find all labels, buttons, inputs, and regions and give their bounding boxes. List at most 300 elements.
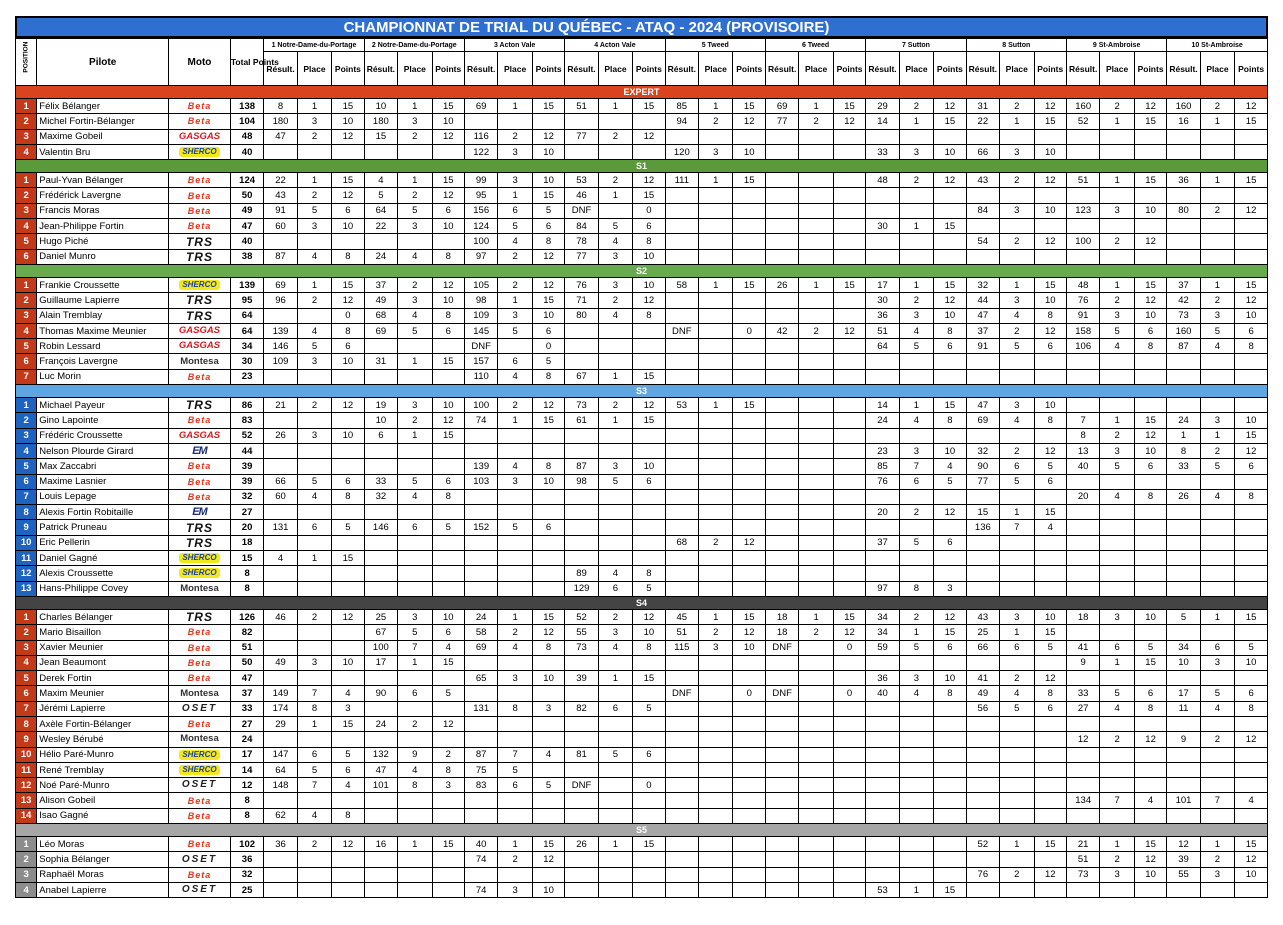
place-header: Place xyxy=(1000,52,1034,86)
championship-title-bar xyxy=(15,16,1268,38)
points-cell: 5 xyxy=(633,581,665,596)
pilot-name: Maxime Lasnier xyxy=(37,474,169,489)
place-cell xyxy=(498,793,532,808)
points-cell: 15 xyxy=(934,398,966,413)
place-cell: 1 xyxy=(598,413,632,428)
place-cell xyxy=(598,686,632,701)
place-cell: 8 xyxy=(297,701,331,716)
result-cell: 64 xyxy=(264,762,297,777)
points-cell: 8 xyxy=(432,308,464,323)
points-cell: 0 xyxy=(833,686,865,701)
place-cell: 4 xyxy=(1200,489,1234,504)
place-cell: 6 xyxy=(1100,640,1134,655)
table-header xyxy=(16,39,1268,86)
pilot-name: Frankie Croussette xyxy=(37,277,169,292)
place-cell xyxy=(297,671,331,686)
points-cell: 12 xyxy=(1134,293,1166,308)
place-cell xyxy=(1200,808,1234,823)
place-cell xyxy=(699,129,733,144)
place-cell xyxy=(297,793,331,808)
pilot-row xyxy=(16,566,1268,581)
position-cell: 2 xyxy=(16,293,37,308)
points-cell xyxy=(332,443,364,458)
points-cell: 12 xyxy=(733,114,765,129)
points-cell xyxy=(1235,671,1268,686)
result-cell: 62 xyxy=(264,808,297,823)
place-cell: 6 xyxy=(398,686,432,701)
result-cell xyxy=(464,655,497,670)
result-cell: 98 xyxy=(565,474,598,489)
points-cell: 12 xyxy=(332,398,364,413)
place-cell xyxy=(799,489,833,504)
total-points: 47 xyxy=(230,219,263,234)
result-cell xyxy=(565,339,598,354)
points-cell xyxy=(633,144,665,159)
moto-cell xyxy=(169,339,231,354)
moto-cell xyxy=(169,852,231,867)
points-header: Points xyxy=(332,52,364,86)
place-cell xyxy=(699,793,733,808)
result-cell xyxy=(665,203,698,218)
pilot-name: Sophia Bélanger xyxy=(37,852,169,867)
result-cell: 148 xyxy=(264,778,297,793)
place-cell: 4 xyxy=(297,323,331,338)
points-cell xyxy=(934,762,966,777)
place-cell: 4 xyxy=(1000,413,1034,428)
result-cell xyxy=(765,520,798,535)
total-points: 124 xyxy=(230,173,263,188)
points-cell: 12 xyxy=(1235,203,1268,218)
pilot-row xyxy=(16,867,1268,882)
result-cell: 51 xyxy=(1066,173,1099,188)
pilot-name: Michel Fortin-Bélanger xyxy=(37,114,169,129)
place-cell xyxy=(699,566,733,581)
points-cell: 10 xyxy=(633,459,665,474)
points-cell xyxy=(934,655,966,670)
points-cell: 10 xyxy=(1235,655,1268,670)
points-cell: 6 xyxy=(432,203,464,218)
result-cell xyxy=(665,474,698,489)
place-cell: 5 xyxy=(598,219,632,234)
result-cell: 20 xyxy=(1066,489,1099,504)
place-cell xyxy=(699,732,733,747)
place-cell xyxy=(699,459,733,474)
moto-header: Moto xyxy=(169,39,231,86)
points-cell: 8 xyxy=(633,566,665,581)
place-cell: 3 xyxy=(1100,609,1134,624)
pilot-name: Isao Gagné xyxy=(37,808,169,823)
total-points: 8 xyxy=(230,808,263,823)
points-cell: 5 xyxy=(532,354,564,369)
points-cell xyxy=(733,747,765,762)
points-cell: 15 xyxy=(733,277,765,292)
points-cell xyxy=(934,732,966,747)
place-cell: 2 xyxy=(398,413,432,428)
result-cell xyxy=(565,793,598,808)
result-cell: 37 xyxy=(364,277,397,292)
place-cell: 2 xyxy=(699,535,733,550)
place-cell: 5 xyxy=(1200,686,1234,701)
points-cell xyxy=(332,369,364,384)
place-cell: 1 xyxy=(1000,625,1034,640)
points-cell: 15 xyxy=(1034,505,1066,520)
moto-cell xyxy=(169,459,231,474)
result-cell: 69 xyxy=(464,99,497,114)
points-cell: 8 xyxy=(332,249,364,264)
place-cell xyxy=(699,701,733,716)
points-cell xyxy=(1034,566,1066,581)
result-cell: 18 xyxy=(765,609,798,624)
points-cell: 10 xyxy=(1034,398,1066,413)
result-cell xyxy=(464,428,497,443)
points-cell: 15 xyxy=(633,99,665,114)
result-cell xyxy=(1066,535,1099,550)
result-cell: 53 xyxy=(565,173,598,188)
result-cell xyxy=(364,459,397,474)
points-cell xyxy=(733,293,765,308)
points-cell: 8 xyxy=(432,762,464,777)
points-cell xyxy=(633,808,665,823)
points-cell: 10 xyxy=(1034,203,1066,218)
points-cell: 8 xyxy=(934,413,966,428)
place-cell xyxy=(1200,188,1234,203)
points-cell: 10 xyxy=(934,443,966,458)
result-cell: 66 xyxy=(966,640,999,655)
points-cell xyxy=(1134,249,1166,264)
pilot-name: Frédérick Lavergne xyxy=(37,188,169,203)
pilot-name: Guillaume Lapierre xyxy=(37,293,169,308)
place-cell xyxy=(699,778,733,793)
total-points: 33 xyxy=(230,701,263,716)
place-cell xyxy=(699,354,733,369)
points-cell xyxy=(432,793,464,808)
result-cell: 51 xyxy=(565,99,598,114)
place-cell: 5 xyxy=(899,339,933,354)
place-cell: 3 xyxy=(1200,867,1234,882)
class-header-row xyxy=(16,824,1268,837)
place-cell: 1 xyxy=(398,837,432,852)
points-cell: 12 xyxy=(1235,852,1268,867)
class-header-row xyxy=(16,596,1268,609)
result-cell xyxy=(866,188,899,203)
points-cell: 0 xyxy=(833,640,865,655)
points-cell xyxy=(1235,551,1268,566)
result-cell: 43 xyxy=(966,173,999,188)
result-cell xyxy=(866,489,899,504)
result-cell: 21 xyxy=(1066,837,1099,852)
points-cell: 12 xyxy=(1034,443,1066,458)
result-cell xyxy=(1167,671,1200,686)
pilot-row xyxy=(16,747,1268,762)
result-cell xyxy=(665,129,698,144)
brand-logo-gasgas: GASGAS xyxy=(178,340,221,352)
result-cell: 84 xyxy=(966,203,999,218)
table-body xyxy=(16,86,1268,898)
result-cell xyxy=(866,762,899,777)
result-cell xyxy=(765,551,798,566)
points-cell xyxy=(1235,474,1268,489)
place-cell xyxy=(799,778,833,793)
place-cell: 5 xyxy=(398,203,432,218)
place-cell xyxy=(699,249,733,264)
pilot-name: Léo Moras xyxy=(37,837,169,852)
pilot-row xyxy=(16,701,1268,716)
result-cell: 77 xyxy=(765,114,798,129)
pilot-row xyxy=(16,778,1268,793)
result-cell xyxy=(1167,188,1200,203)
pilot-row xyxy=(16,308,1268,323)
result-cell xyxy=(1167,219,1200,234)
result-cell: 97 xyxy=(464,249,497,264)
points-cell: 4 xyxy=(1034,520,1066,535)
place-cell xyxy=(799,339,833,354)
pilot-name: Maxime Gobeil xyxy=(37,129,169,144)
result-cell: 180 xyxy=(264,114,297,129)
points-cell xyxy=(833,203,865,218)
place-cell xyxy=(699,234,733,249)
result-cell xyxy=(1066,581,1099,596)
result-cell xyxy=(866,837,899,852)
place-cell: 2 xyxy=(297,188,331,203)
result-cell: 52 xyxy=(565,609,598,624)
points-cell xyxy=(332,852,364,867)
points-cell: 6 xyxy=(633,219,665,234)
position-cell: 11 xyxy=(16,762,37,777)
place-cell: 3 xyxy=(1100,203,1134,218)
points-cell: 3 xyxy=(432,778,464,793)
place-cell xyxy=(398,505,432,520)
result-cell xyxy=(665,655,698,670)
result-cell xyxy=(765,144,798,159)
result-cell xyxy=(665,443,698,458)
place-cell xyxy=(1200,520,1234,535)
total-points: 40 xyxy=(230,234,263,249)
points-cell xyxy=(833,413,865,428)
points-cell xyxy=(1134,535,1166,550)
points-cell xyxy=(1034,354,1066,369)
points-cell: 15 xyxy=(1235,837,1268,852)
place-cell: 1 xyxy=(1200,114,1234,129)
place-cell xyxy=(1100,398,1134,413)
position-cell: 7 xyxy=(16,369,37,384)
points-cell xyxy=(332,793,364,808)
class-label: S4 xyxy=(16,596,1268,609)
place-cell: 2 xyxy=(398,716,432,731)
result-cell: 68 xyxy=(665,535,698,550)
points-cell xyxy=(532,716,564,731)
result-cell xyxy=(1167,716,1200,731)
place-cell xyxy=(1000,249,1034,264)
points-cell: 15 xyxy=(1134,173,1166,188)
place-cell: 4 xyxy=(498,234,532,249)
place-cell xyxy=(1100,671,1134,686)
place-cell: 6 xyxy=(598,701,632,716)
points-cell xyxy=(633,732,665,747)
moto-cell xyxy=(169,489,231,504)
place-cell: 1 xyxy=(899,219,933,234)
points-cell: 15 xyxy=(532,837,564,852)
place-cell xyxy=(1000,882,1034,897)
place-cell xyxy=(1000,489,1034,504)
points-cell: 6 xyxy=(1235,686,1268,701)
result-cell: 83 xyxy=(464,778,497,793)
place-cell: 2 xyxy=(598,398,632,413)
result-cell: 67 xyxy=(565,369,598,384)
place-cell xyxy=(598,551,632,566)
pilot-row xyxy=(16,339,1268,354)
brand-logo-trs: TRS xyxy=(185,610,213,625)
place-cell xyxy=(498,114,532,129)
points-cell: 0 xyxy=(733,686,765,701)
result-cell xyxy=(765,188,798,203)
result-cell xyxy=(1167,762,1200,777)
pilot-name: Noé Paré-Munro xyxy=(37,778,169,793)
result-cell xyxy=(966,188,999,203)
result-cell: 105 xyxy=(464,277,497,292)
points-cell: 10 xyxy=(1134,203,1166,218)
points-cell: 15 xyxy=(432,354,464,369)
points-cell xyxy=(332,732,364,747)
brand-logo-trs: TRS xyxy=(185,520,213,535)
place-cell: 3 xyxy=(1200,308,1234,323)
place-cell xyxy=(398,701,432,716)
result-cell: 139 xyxy=(264,323,297,338)
result-cell xyxy=(364,581,397,596)
place-cell xyxy=(899,234,933,249)
result-cell: 26 xyxy=(765,277,798,292)
result-cell: 76 xyxy=(866,474,899,489)
points-cell: 8 xyxy=(934,686,966,701)
moto-cell xyxy=(169,413,231,428)
place-cell xyxy=(699,413,733,428)
points-cell: 10 xyxy=(1235,867,1268,882)
points-cell: 12 xyxy=(1134,428,1166,443)
points-cell xyxy=(633,655,665,670)
points-cell xyxy=(733,520,765,535)
points-cell xyxy=(1235,520,1268,535)
pilot-name: Raphaël Moras xyxy=(37,867,169,882)
pilot-row xyxy=(16,474,1268,489)
points-cell xyxy=(1134,566,1166,581)
points-cell: 10 xyxy=(332,219,364,234)
place-cell xyxy=(799,293,833,308)
result-cell: 34 xyxy=(866,609,899,624)
moto-cell xyxy=(169,778,231,793)
points-cell xyxy=(934,701,966,716)
moto-cell xyxy=(169,747,231,762)
place-cell: 3 xyxy=(398,293,432,308)
points-cell: 12 xyxy=(833,625,865,640)
brand-logo-beta: Beta xyxy=(187,175,212,186)
place-cell: 1 xyxy=(1200,277,1234,292)
place-cell: 3 xyxy=(598,459,632,474)
place-cell: 1 xyxy=(699,173,733,188)
result-cell: 55 xyxy=(565,625,598,640)
points-cell xyxy=(532,793,564,808)
place-cell: 3 xyxy=(1000,144,1034,159)
result-cell xyxy=(866,566,899,581)
points-cell: 12 xyxy=(332,837,364,852)
place-cell: 4 xyxy=(297,249,331,264)
points-cell: 12 xyxy=(532,277,564,292)
place-cell: 1 xyxy=(1100,114,1134,129)
result-cell: 25 xyxy=(966,625,999,640)
points-cell: 6 xyxy=(532,219,564,234)
points-cell xyxy=(833,234,865,249)
result-cell: 122 xyxy=(464,144,497,159)
points-cell xyxy=(733,428,765,443)
place-cell: 1 xyxy=(498,188,532,203)
result-cell xyxy=(765,308,798,323)
place-cell: 4 xyxy=(1100,489,1134,504)
moto-cell xyxy=(169,354,231,369)
result-cell xyxy=(264,369,297,384)
result-cell: 47 xyxy=(966,308,999,323)
pilot-name: Jean-Philippe Fortin xyxy=(37,219,169,234)
event-header: 2 Notre-Dame-du-Portage xyxy=(364,39,464,52)
place-cell xyxy=(1100,808,1134,823)
points-cell: 12 xyxy=(532,129,564,144)
points-cell xyxy=(1235,188,1268,203)
place-cell xyxy=(1000,747,1034,762)
points-cell: 8 xyxy=(1235,489,1268,504)
points-cell: 10 xyxy=(1034,144,1066,159)
points-cell: 8 xyxy=(1134,339,1166,354)
pilot-row xyxy=(16,762,1268,777)
points-cell: 8 xyxy=(1034,308,1066,323)
place-cell xyxy=(297,566,331,581)
points-cell: 12 xyxy=(1235,293,1268,308)
pilot-name: Patrick Pruneau xyxy=(37,520,169,535)
result-cell: 37 xyxy=(1167,277,1200,292)
points-cell xyxy=(733,867,765,882)
points-cell xyxy=(934,837,966,852)
total-points: 37 xyxy=(230,686,263,701)
points-cell xyxy=(833,837,865,852)
place-cell xyxy=(398,144,432,159)
result-cell xyxy=(866,793,899,808)
points-cell: 6 xyxy=(1235,459,1268,474)
points-cell: 12 xyxy=(1034,671,1066,686)
points-cell: 5 xyxy=(432,686,464,701)
points-cell xyxy=(1034,129,1066,144)
points-cell xyxy=(1034,852,1066,867)
place-cell: 2 xyxy=(1000,234,1034,249)
result-cell: 26 xyxy=(264,428,297,443)
result-cell: 100 xyxy=(1066,234,1099,249)
points-cell xyxy=(1134,808,1166,823)
result-cell: 80 xyxy=(565,308,598,323)
place-cell xyxy=(799,808,833,823)
result-cell: 109 xyxy=(264,354,297,369)
points-cell xyxy=(833,701,865,716)
moto-cell xyxy=(169,625,231,640)
place-cell xyxy=(398,867,432,882)
points-cell xyxy=(1034,551,1066,566)
place-cell xyxy=(899,489,933,504)
result-cell xyxy=(765,173,798,188)
place-cell: 3 xyxy=(598,277,632,292)
standings-sheet xyxy=(15,16,1268,898)
place-cell xyxy=(699,808,733,823)
result-cell: 60 xyxy=(264,489,297,504)
points-cell xyxy=(1134,762,1166,777)
points-cell: 15 xyxy=(532,413,564,428)
result-cell xyxy=(565,686,598,701)
result-cell xyxy=(565,443,598,458)
pilot-name: Charles Bélanger xyxy=(37,609,169,624)
result-cell xyxy=(966,551,999,566)
